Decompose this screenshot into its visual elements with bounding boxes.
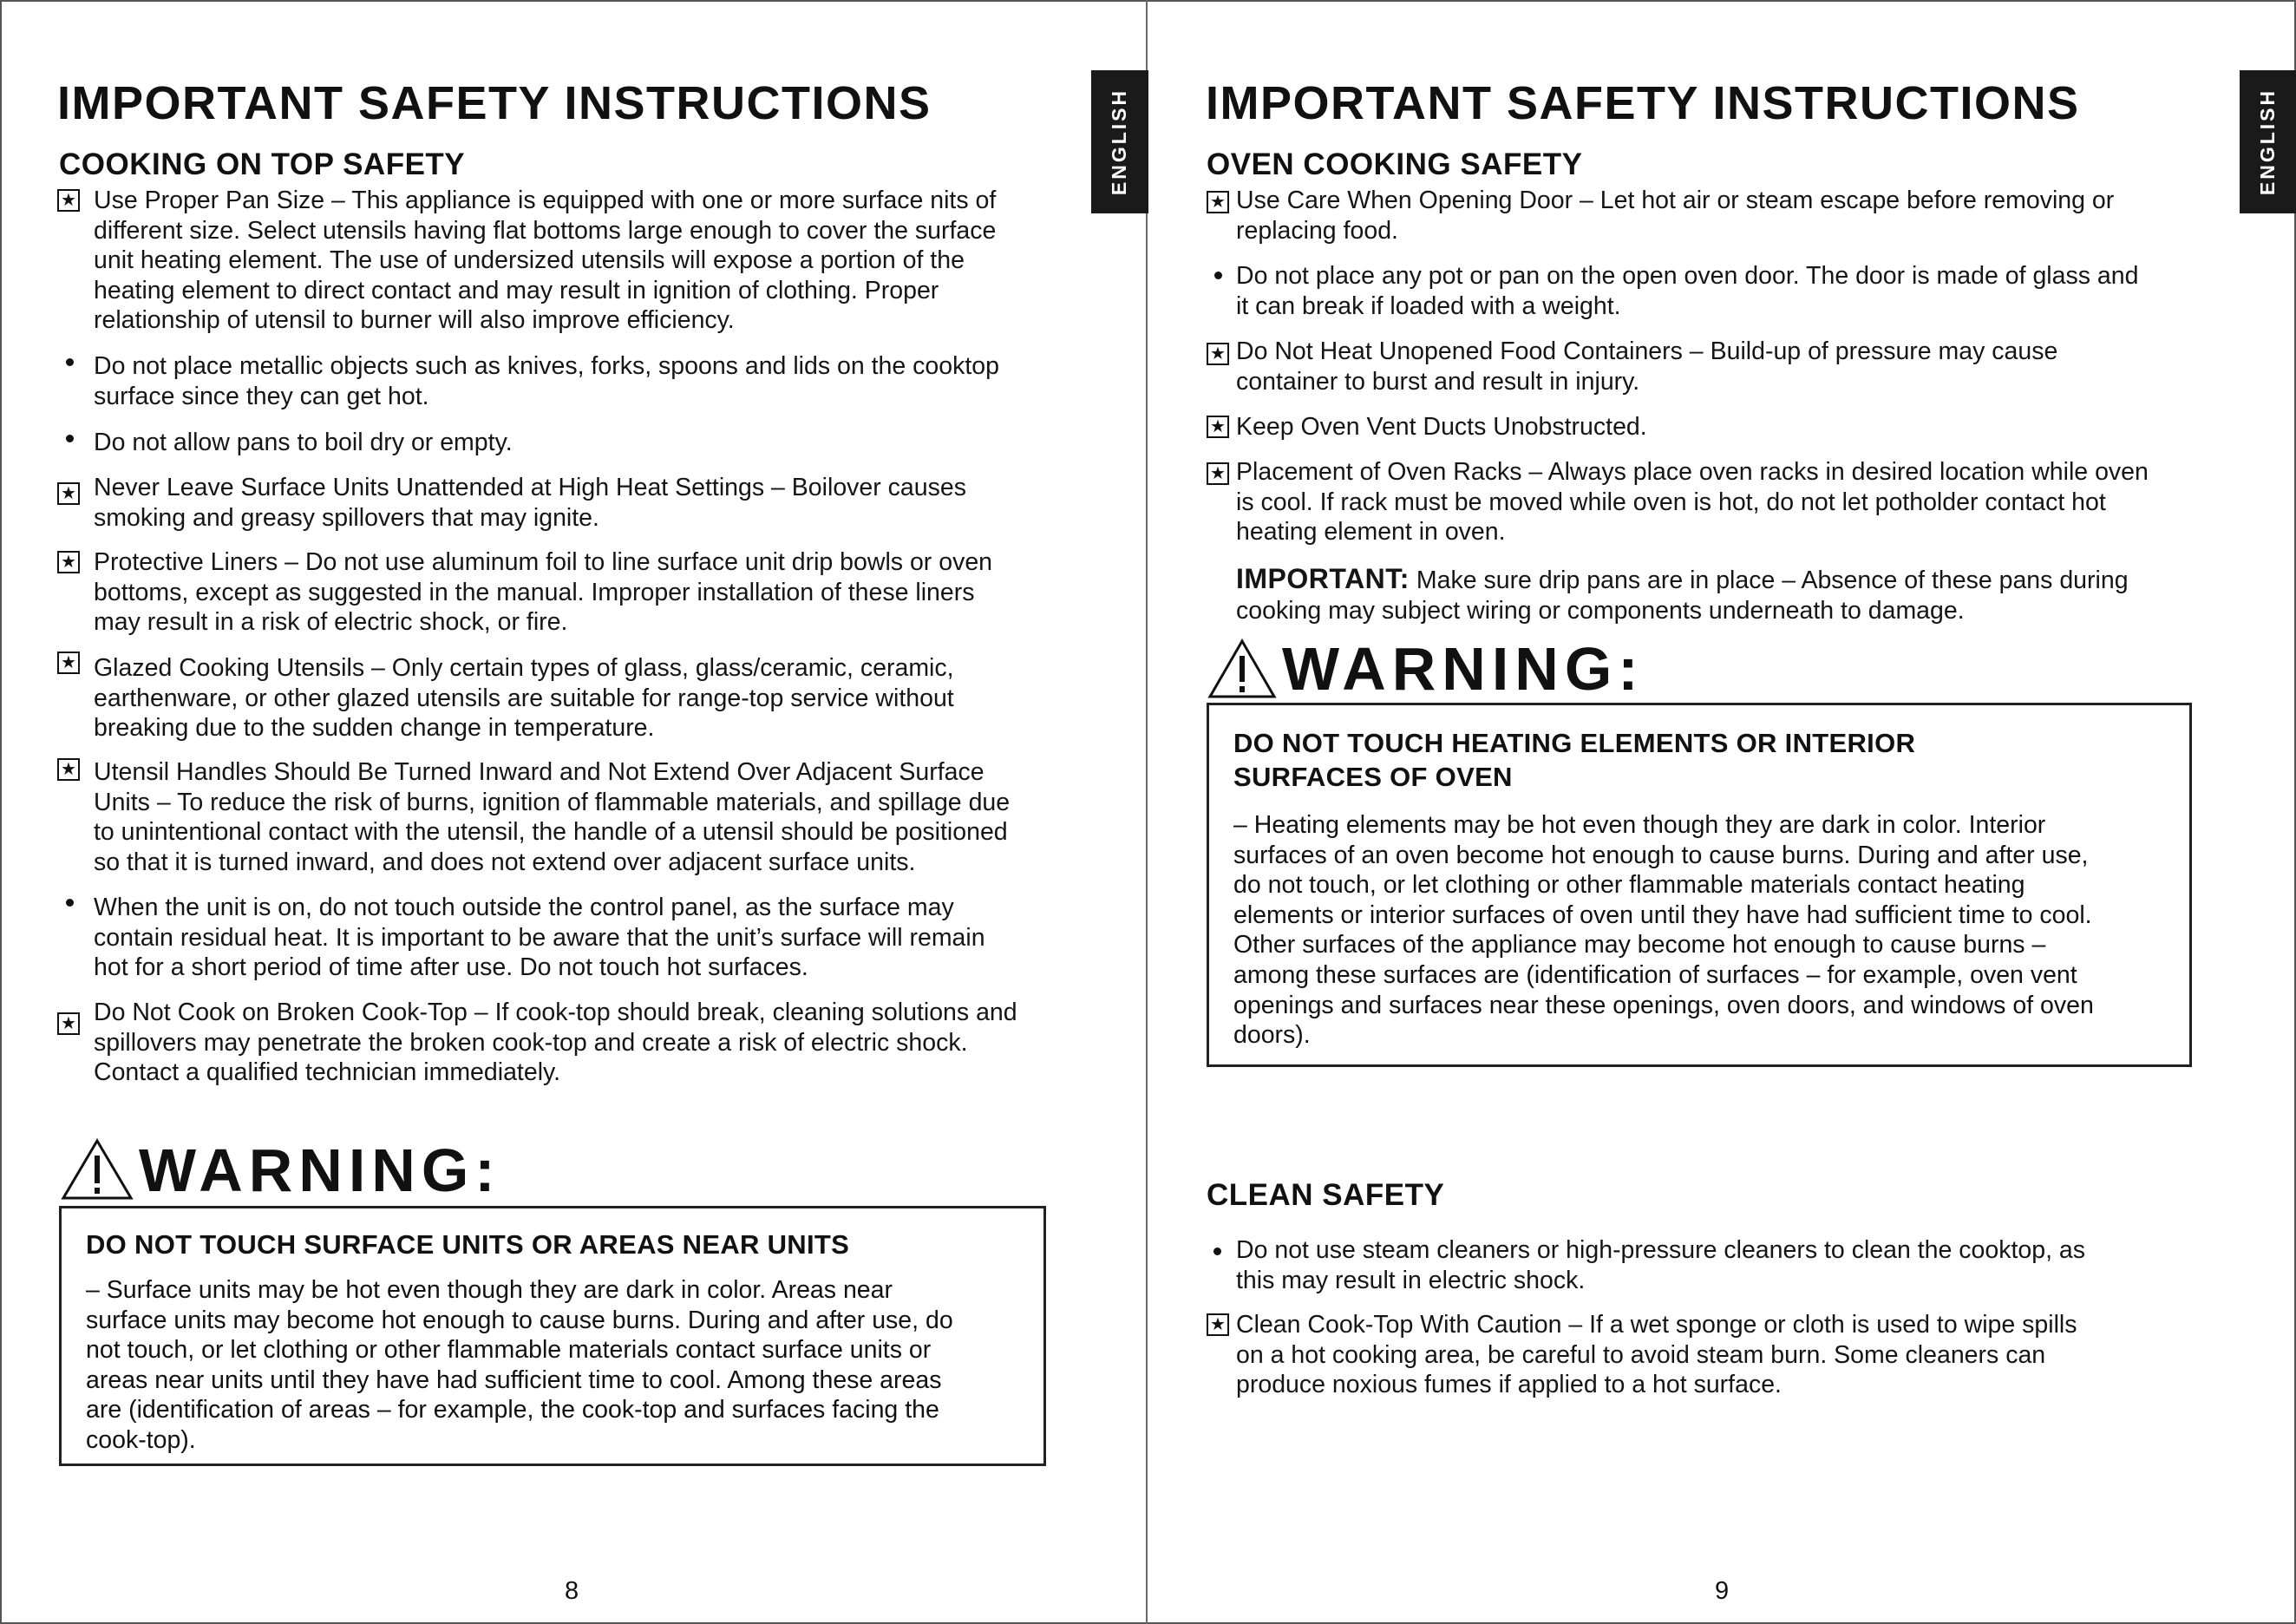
warning-box (59, 1206, 1046, 1466)
list-item: When the unit is on, do not touch outside the control panel, as the surface may contain residual heat. It is important to be aware that the unit’s surface will remain hot for a short period of time after use. Do not touch hot surfaces. (94, 894, 985, 982)
warning-heading (1207, 635, 1645, 703)
section-heading-clean-safety: CLEAN SAFETY (1207, 1178, 1445, 1212)
list-item: Do not place any pot or pan on the open oven door. The door is made of glass and it can break if loaded with a weight. (1236, 262, 2139, 320)
page-9 (1148, 0, 2296, 1624)
star-box-icon: ★ (57, 189, 80, 212)
warning-box-text: – Heating elements may be hot even though they are dark in color. Interior surfaces of an oven become hot enough to cause burns. During and after use, do not touch, or let clothing or other flammable materials contact heating elements or interior surfaces of oven until they have had sufficient time to cool. Other surfaces of the appliance may become hot enough to cause burns – among these surfaces are (identification of surfaces – for example, oven vent openings and surfaces near these openings, oven doors, and windows of oven doors). (1233, 811, 2094, 1050)
warning-box-heading: DO NOT TOUCH HEATING ELEMENTS OR INTERIOR SURFACES OF OVEN (1233, 728, 1916, 792)
warning-label: WARNING: (139, 1136, 501, 1204)
list-item: Do not allow pans to boil dry or empty. (94, 429, 513, 456)
bullet-dot-icon (66, 899, 74, 907)
important-label: IMPORTANT: (1236, 563, 1410, 594)
important-note (1236, 564, 2129, 625)
list-item: Do not use steam cleaners or high-pressure cleaners to clean the cooktop, as this may result in electric shock. (1236, 1236, 2086, 1294)
warning-triangle-icon (1207, 638, 1277, 699)
page-number: 8 (565, 1577, 579, 1605)
section-heading-cooking-top: COOKING ON TOP SAFETY (59, 147, 466, 181)
star-box-icon: ★ (57, 1012, 80, 1035)
star-box-icon: ★ (1207, 416, 1229, 438)
list-item: Use Proper Pan Size – This appliance is equipped with one or more surface nits of different size. Select utensils having flat bottoms large enough to cover the surface unit heating element. The use of undersized utensils will expose a portion of the heating element to direct contact and may result in ignition of clothing. Proper relationship of utensil to burner will also improve efficiency. (94, 187, 997, 335)
language-tab-label: ENGLISH (2256, 88, 2280, 196)
list-item: Never Leave Surface Units Unattended at High Heat Settings – Boilover causes smoking and greasy spillovers that may ignite. (94, 474, 966, 532)
list-item: Glazed Cooking Utensils – Only certain types of glass, glass/ceramic, ceramic, earthenware, or other glazed utensils are suitable for range-top service without breaking due to the sudden change in temperature. (94, 654, 954, 743)
bullet-dot-icon (1213, 1247, 1221, 1255)
bullet-dot-icon (66, 358, 74, 366)
list-item: Clean Cook-Top With Caution – If a wet sponge or cloth is used to wipe spills on a hot cooking area, be careful to avoid steam burn. Some cleaners can produce noxious fumes if applied to a hot surface. (1236, 1311, 2077, 1399)
language-tab (2240, 70, 2296, 213)
star-box-icon: ★ (1207, 462, 1229, 485)
warning-triangle-icon (61, 1138, 134, 1201)
list-item: Keep Oven Vent Ducts Unobstructed. (1236, 413, 1647, 441)
star-box-icon: ★ (57, 652, 80, 674)
star-box-icon: ★ (57, 758, 80, 781)
warning-box-heading: DO NOT TOUCH SURFACE UNITS OR AREAS NEAR UNITS (86, 1229, 850, 1260)
language-tab (1091, 70, 1148, 213)
star-box-icon: ★ (57, 551, 80, 573)
bullet-dot-icon (1214, 272, 1222, 279)
list-item: Placement of Oven Racks – Always place oven racks in desired location while oven is cool. If rack must be moved while oven is hot, do not let potholder contact hot heating element in oven. (1236, 458, 2149, 547)
star-box-icon: ★ (1207, 1313, 1229, 1336)
page-title: IMPORTANT SAFETY INSTRUCTIONS (1206, 77, 2080, 129)
list-item: Do Not Heat Unopened Food Containers – Build-up of pressure may cause container to burst and result in injury. (1236, 337, 2058, 396)
list-item: Use Care When Opening Door – Let hot air or steam escape before removing or replacing food. (1236, 187, 2115, 245)
warning-box-text: – Surface units may be hot even though they are dark in color. Areas near surface units may become hot enough to cause burns. During and after use, do not touch, or let clothing or other flammable materials contact surface units or areas near units until they have had sufficient time to cool. Among these areas are (identification of areas – for example, the cook-top and surfaces facing the cook-top). (86, 1276, 953, 1454)
list-item: Protective Liners – Do not use aluminum foil to line surface unit drip bowls or oven bottoms, except as suggested in the manual. Improper installation of these liners may result in a risk of electric shock, or fire. (94, 548, 993, 637)
list-item: Do Not Cook on Broken Cook-Top – If cook-top should break, cleaning solutions and spillovers may penetrate the broken cook-top and create a risk of electric shock. Contact a qualified technician immediately. (94, 999, 1017, 1087)
page-number: 9 (1715, 1577, 1730, 1605)
warning-box (1207, 703, 2192, 1067)
list-item: Utensil Handles Should Be Turned Inward and Not Extend Over Adjacent Surface Units – To reduce the risk of burns, ignition of flammable materials, and spillage due to unintentional contact with the utensil, the handle of a utensil should be positioned so that it is turned inward, and does not extend over adjacent surface units. (94, 758, 1011, 876)
bullet-dot-icon (66, 435, 74, 442)
important-text: Make sure drip pans are in place – Absence of these pans during cooking may subject wiring or components underneath to damage. (1236, 566, 2129, 625)
star-box-icon: ★ (1207, 343, 1229, 365)
warning-heading (61, 1136, 501, 1204)
list-item: Do not place metallic objects such as knives, forks, spoons and lids on the cooktop surface since they can get hot. (94, 352, 999, 410)
section-heading-oven-cooking: OVEN COOKING SAFETY (1207, 147, 1583, 181)
page-title: IMPORTANT SAFETY INSTRUCTIONS (57, 77, 932, 129)
star-box-icon: ★ (57, 482, 80, 505)
page-8 (0, 0, 1147, 1624)
language-tab-label: ENGLISH (1108, 88, 1131, 196)
warning-label: WARNING: (1282, 635, 1645, 703)
star-box-icon: ★ (1207, 191, 1229, 213)
